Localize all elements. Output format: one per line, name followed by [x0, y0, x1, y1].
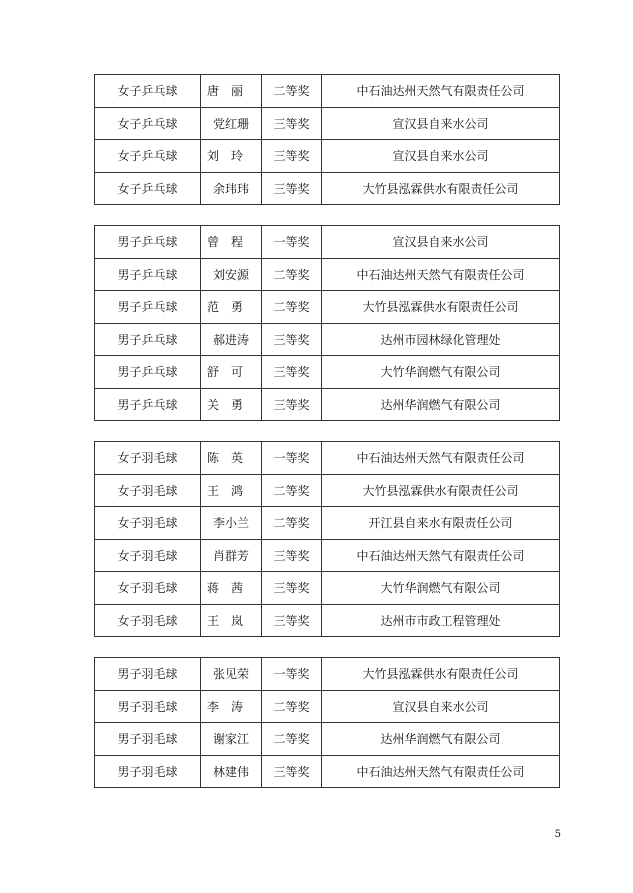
- event-cell: 女子羽毛球: [95, 572, 201, 605]
- event-cell: 女子羽毛球: [95, 604, 201, 637]
- table-row: [95, 291, 560, 324]
- organization-cell: 大竹华润燃气有限公司: [322, 572, 560, 605]
- prize-cell: 三等奖: [262, 172, 322, 205]
- organization-cell: 中石油达州天然气有限责任公司: [322, 75, 560, 108]
- event-cell: 女子羽毛球: [95, 474, 201, 507]
- award-table-womens-table-tennis: [94, 74, 560, 205]
- name-cell: 蒋茜: [201, 572, 262, 605]
- organization-cell: 达州华润燃气有限公司: [322, 723, 560, 756]
- table-row: [95, 604, 560, 637]
- name-cell: 刘玲: [201, 140, 262, 173]
- name-cell: 党红珊: [201, 107, 262, 140]
- event-cell: 男子乒乓球: [95, 356, 201, 389]
- award-table-body: [95, 442, 560, 637]
- prize-cell: 二等奖: [262, 690, 322, 723]
- table-row: [95, 107, 560, 140]
- organization-cell: 开江县自来水有限责任公司: [322, 507, 560, 540]
- table-row: [95, 388, 560, 421]
- award-table-body: [95, 658, 560, 788]
- event-cell: 女子乒乓球: [95, 140, 201, 173]
- name-cell: 舒可: [201, 356, 262, 389]
- table-row: [95, 474, 560, 507]
- table-row: [95, 507, 560, 540]
- event-cell: 男子羽毛球: [95, 723, 201, 756]
- prize-cell: 三等奖: [262, 107, 322, 140]
- event-cell: 男子乒乓球: [95, 323, 201, 356]
- prize-cell: 二等奖: [262, 474, 322, 507]
- prize-cell: 一等奖: [262, 658, 322, 691]
- event-cell: 男子乒乓球: [95, 226, 201, 259]
- name-cell: 曾程: [201, 226, 262, 259]
- prize-cell: 三等奖: [262, 539, 322, 572]
- prize-cell: 三等奖: [262, 356, 322, 389]
- event-cell: 男子羽毛球: [95, 755, 201, 788]
- organization-cell: 大竹县泓霖供水有限责任公司: [322, 291, 560, 324]
- event-cell: 男子羽毛球: [95, 690, 201, 723]
- award-table-body: [95, 226, 560, 421]
- prize-cell: 一等奖: [262, 226, 322, 259]
- table-row: [95, 572, 560, 605]
- organization-cell: 大竹县泓霖供水有限责任公司: [322, 658, 560, 691]
- award-table-body: [95, 75, 560, 205]
- organization-cell: 达州华润燃气有限公司: [322, 388, 560, 421]
- name-cell: 肖群芳: [201, 539, 262, 572]
- name-cell: 唐丽: [201, 75, 262, 108]
- prize-cell: 二等奖: [262, 507, 322, 540]
- name-cell: 余玮玮: [201, 172, 262, 205]
- organization-cell: 达州市市政工程管理处: [322, 604, 560, 637]
- name-cell: 陈英: [201, 442, 262, 475]
- name-cell: 郝进涛: [201, 323, 262, 356]
- table-row: [95, 75, 560, 108]
- table-row: [95, 755, 560, 788]
- table-row: [95, 723, 560, 756]
- organization-cell: 中石油达州天然气有限责任公司: [322, 258, 560, 291]
- organization-cell: 中石油达州天然气有限责任公司: [322, 442, 560, 475]
- table-row: [95, 258, 560, 291]
- event-cell: 男子乒乓球: [95, 258, 201, 291]
- event-cell: 女子羽毛球: [95, 539, 201, 572]
- prize-cell: 三等奖: [262, 572, 322, 605]
- table-row: [95, 172, 560, 205]
- prize-cell: 二等奖: [262, 258, 322, 291]
- name-cell: 谢家江: [201, 723, 262, 756]
- name-cell: 王岚: [201, 604, 262, 637]
- prize-cell: 三等奖: [262, 755, 322, 788]
- prize-cell: 三等奖: [262, 604, 322, 637]
- event-cell: 女子乒乓球: [95, 75, 201, 108]
- prize-cell: 三等奖: [262, 388, 322, 421]
- event-cell: 女子乒乓球: [95, 172, 201, 205]
- award-table-mens-table-tennis: [94, 225, 560, 421]
- table-row: [95, 140, 560, 173]
- organization-cell: 大竹华润燃气有限公司: [322, 356, 560, 389]
- table-row: [95, 323, 560, 356]
- name-cell: 张见荣: [201, 658, 262, 691]
- organization-cell: 大竹县泓霖供水有限责任公司: [322, 474, 560, 507]
- name-cell: 刘安源: [201, 258, 262, 291]
- table-row: [95, 690, 560, 723]
- name-cell: 李小兰: [201, 507, 262, 540]
- event-cell: 女子羽毛球: [95, 442, 201, 475]
- prize-cell: 二等奖: [262, 291, 322, 324]
- prize-cell: 三等奖: [262, 323, 322, 356]
- table-row: [95, 356, 560, 389]
- event-cell: 男子乒乓球: [95, 388, 201, 421]
- prize-cell: 二等奖: [262, 723, 322, 756]
- prize-cell: 三等奖: [262, 140, 322, 173]
- event-cell: 女子羽毛球: [95, 507, 201, 540]
- organization-cell: 宣汉县自来水公司: [322, 690, 560, 723]
- event-cell: 男子羽毛球: [95, 658, 201, 691]
- organization-cell: 宣汉县自来水公司: [322, 140, 560, 173]
- event-cell: 男子乒乓球: [95, 291, 201, 324]
- organization-cell: 达州市园林绿化管理处: [322, 323, 560, 356]
- event-cell: 女子乒乓球: [95, 107, 201, 140]
- organization-cell: 大竹县泓霖供水有限责任公司: [322, 172, 560, 205]
- name-cell: 李涛: [201, 690, 262, 723]
- award-table-mens-badminton: [94, 657, 560, 788]
- name-cell: 范勇: [201, 291, 262, 324]
- organization-cell: 中石油达州天然气有限责任公司: [322, 755, 560, 788]
- name-cell: 王鸿: [201, 474, 262, 507]
- table-row: [95, 539, 560, 572]
- organization-cell: 中石油达州天然气有限责任公司: [322, 539, 560, 572]
- award-table-womens-badminton: [94, 441, 560, 637]
- table-row: [95, 442, 560, 475]
- name-cell: 关勇: [201, 388, 262, 421]
- table-row: [95, 226, 560, 259]
- page-number: 5: [554, 829, 561, 840]
- prize-cell: 一等奖: [262, 442, 322, 475]
- organization-cell: 宣汉县自来水公司: [322, 107, 560, 140]
- table-row: [95, 658, 560, 691]
- name-cell: 林建伟: [201, 755, 262, 788]
- organization-cell: 宣汉县自来水公司: [322, 226, 560, 259]
- prize-cell: 二等奖: [262, 75, 322, 108]
